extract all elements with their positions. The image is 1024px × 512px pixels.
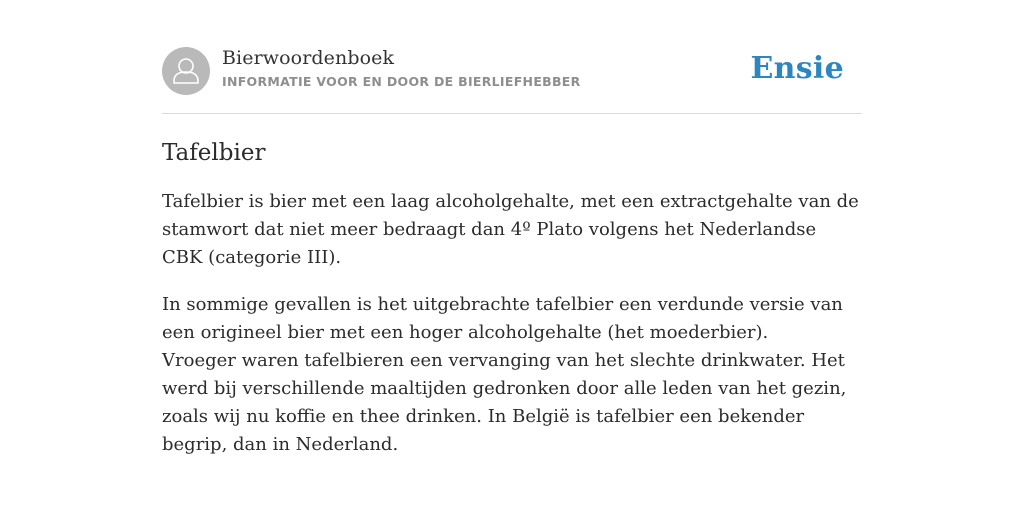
brand — [222, 46, 581, 90]
article-title: Tafelbier — [162, 140, 266, 166]
header — [162, 0, 862, 114]
page — [162, 0, 862, 459]
user-avatar-icon[interactable] — [162, 47, 210, 95]
article-paragraph-2: In sommige gevallen is het uitgebrachte tafelbier een verdunde versie van een origineel bier met een hoger alcoholgehalte (het moederbier). Vroeger waren tafelbieren een vervanging van het slechte drinkwater. Het werd bij verschillende maaltijden gedronken door alle leden van het gezin, zoals wij nu koffie en thee drinken. In België is tafelbier een bekender begrip, dan in Nederland. — [162, 294, 847, 455]
site-tagline: INFORMATIE VOOR EN DOOR DE BIERLIEFHEBBER — [222, 74, 581, 89]
user-silhouette-icon — [162, 47, 210, 95]
ensie-logo[interactable]: Ensie — [750, 51, 844, 86]
site-name[interactable]: Bierwoordenboek — [222, 47, 395, 69]
article-paragraph-1: Tafelbier is bier met een laag alcoholgehalte, met een extractgehalte van de stamwort dat niet meer bedraagt dan 4º Plato volgens het Nederlandse CBK (categorie III). — [162, 191, 859, 268]
